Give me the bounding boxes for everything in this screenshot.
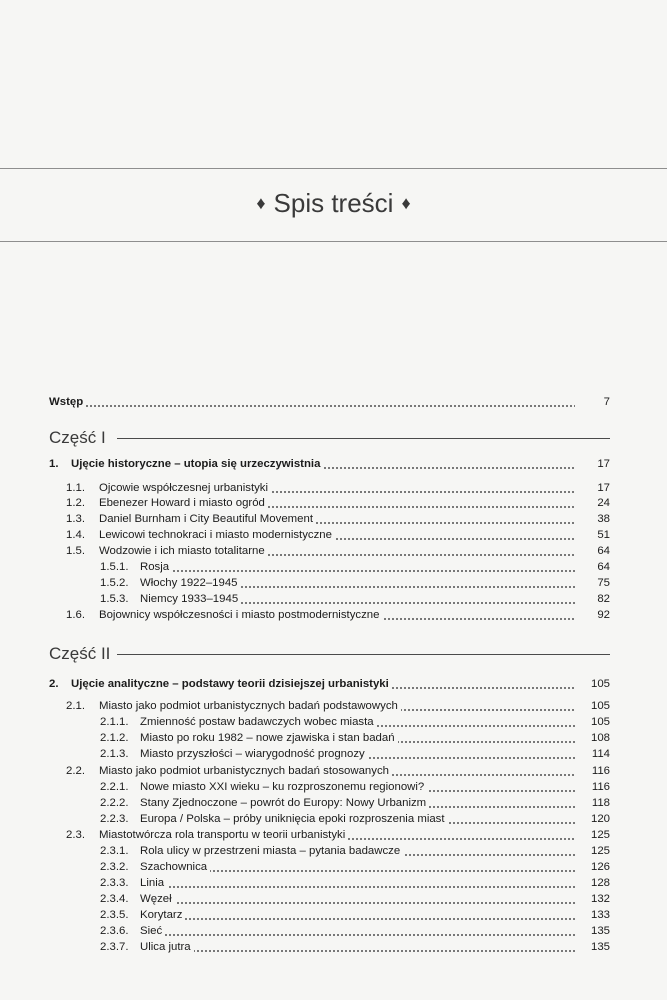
part-heading-1: Część I: [49, 428, 106, 447]
toc-entry-number: 2.3.7.: [100, 941, 129, 953]
toc-entry-title: Miasto przyszłości – wiarygodność prognozy: [140, 745, 575, 763]
toc-entry-title: Miasto jako podmiot urbanistycznych badań podstawowych: [99, 697, 575, 715]
toc-entry-page: 135: [590, 941, 610, 953]
page-title: [0, 185, 667, 221]
toc-entry-number: 2.1.3.: [100, 748, 129, 760]
toc-entry-title: Szachownica: [140, 858, 575, 876]
toc-entry-number: 1.: [49, 458, 59, 470]
toc-entry-page: 126: [590, 861, 610, 873]
toc-entry-page: 82: [597, 593, 610, 605]
toc-entry-page: 135: [590, 925, 610, 937]
toc-entry-title: Europa / Polska – próby uniknięcia epoki rozproszenia miast: [140, 810, 575, 828]
toc-entry-number: 2.: [49, 678, 59, 690]
toc-entry-title: Nowe miasto XXI wieku – ku rozproszonemu regionowi?: [140, 778, 575, 796]
toc-entry-title: Niemcy 1933–1945: [140, 590, 575, 608]
toc-entry-page: 132: [590, 893, 610, 905]
toc-entry-page: 128: [590, 877, 610, 889]
toc-entry-number: 2.3.3.: [100, 877, 129, 889]
toc-entry-title: Miasto jako podmiot urbanistycznych badań stosowanych: [99, 762, 575, 780]
toc-entry-number: 2.3.5.: [100, 909, 129, 921]
toc-entry: [0, 745, 667, 763]
toc-entry-title: Węzeł: [140, 890, 575, 908]
toc-entry-number: 2.2.2.: [100, 797, 129, 809]
toc-entry-title: Sieć: [140, 922, 575, 940]
toc-intro: [49, 393, 610, 411]
toc-entry-page: 64: [597, 545, 610, 557]
toc-entry-page: 51: [597, 529, 610, 541]
toc-entry-page: 75: [597, 577, 610, 589]
toc-entry-number: 2.3.6.: [100, 925, 129, 937]
toc-entry-number: 1.5.2.: [100, 577, 129, 589]
toc-entry: [0, 938, 667, 956]
toc-entry: [0, 455, 667, 473]
toc-entry-number: 2.2.1.: [100, 781, 129, 793]
toc-entry-title: Wodzowie i ich miasto totalitarne: [99, 542, 575, 560]
toc-entry-number: 1.5.: [66, 545, 85, 557]
toc-intro-label: Wstęp: [49, 393, 575, 411]
toc-entry-title: Lewicowi technokraci i miasto modernistyczne: [99, 526, 575, 544]
toc-entry-page: 116: [591, 781, 610, 793]
toc-entry-number: 2.1.1.: [100, 716, 129, 728]
toc-entry-title: Ujęcie analityczne – podstawy teorii dzisiejszej urbanistyki: [71, 675, 575, 693]
toc-entry-number: 1.1.: [66, 482, 85, 494]
toc-entry-page: 92: [597, 609, 610, 621]
title-text: Spis treści: [273, 188, 394, 218]
toc-entry-title: Włochy 1922–1945: [140, 574, 575, 592]
toc-entry-page: 125: [590, 845, 610, 857]
part-rule-1: [117, 438, 610, 439]
toc-entry-page: 17: [597, 458, 610, 470]
toc-entry-page: 64: [597, 561, 610, 573]
toc-entry-page: 38: [597, 513, 610, 525]
toc-entry-number: 1.5.1.: [100, 561, 129, 573]
toc-entry-number: 1.2.: [66, 497, 85, 509]
toc-entry-page: 108: [590, 732, 610, 744]
toc-entry-title: Linia: [140, 874, 575, 892]
toc-entry-page: 133: [590, 909, 610, 921]
bottom-rule: [0, 241, 667, 242]
toc-entry-number: 2.3.4.: [100, 893, 129, 905]
part-rule-2: [117, 654, 610, 655]
toc-entry-number: 2.3.2.: [100, 861, 129, 873]
toc-entry: [0, 675, 667, 693]
toc-entry-page: 120: [590, 813, 610, 825]
toc-entry-title: Rola ulicy w przestrzeni miasta – pytania badawcze: [140, 842, 575, 860]
toc-entry-number: 2.2.3.: [100, 813, 129, 825]
toc-entry-number: 2.2.: [66, 765, 85, 777]
toc-entry-title: Ebenezer Howard i miasto ogród: [99, 494, 575, 512]
toc-entry-number: 2.1.: [66, 700, 85, 712]
toc-entry-title: Rosja: [140, 558, 575, 576]
toc-entry-title: Korytarz: [140, 906, 575, 924]
part-heading-2: Część II: [49, 644, 111, 663]
toc-entry-number: 1.6.: [66, 609, 85, 621]
diamond-right-icon: ♦: [401, 193, 411, 213]
toc-entry-page: 105: [590, 678, 610, 690]
toc-entry-page: 125: [590, 829, 610, 841]
toc-entry-number: 1.3.: [66, 513, 85, 525]
toc-entry-title: Daniel Burnham i City Beautiful Movement: [99, 510, 575, 528]
toc-entry-page: 116: [591, 765, 610, 777]
toc-entry-page: 17: [597, 482, 610, 494]
diamond-left-icon: ♦: [256, 193, 266, 213]
toc-entry-title: Ojcowie współczesnej urbanistyki: [99, 479, 575, 497]
toc-entry-title: Miasto po roku 1982 – nowe zjawiska i stan badań: [140, 729, 575, 747]
toc-intro-page: 7: [603, 396, 610, 408]
toc-entry-title: Stany Zjednoczone – powrót do Europy: Nowy Urbanizm: [140, 794, 575, 812]
toc-entry-page: 105: [590, 716, 610, 728]
toc-entry-number: 1.4.: [66, 529, 85, 541]
toc-entry-page: 24: [597, 497, 610, 509]
toc-entry-page: 114: [591, 748, 610, 760]
toc-entry-page: 118: [591, 797, 610, 809]
toc-entry-number: 1.5.3.: [100, 593, 129, 605]
toc-entry-number: 2.1.2.: [100, 732, 129, 744]
toc-entry-title: Ujęcie historyczne – utopia się urzeczywistnia: [71, 455, 575, 473]
toc-entry-title: Miastotwórcza rola transportu w teorii urbanistyki: [99, 826, 575, 844]
toc-entry-number: 2.3.: [66, 829, 85, 841]
toc-entry-title: Ulica jutra: [140, 938, 575, 956]
toc-entry: [0, 606, 667, 624]
toc-entry-title: Bojownicy współczesności i miasto postmodernistyczne: [99, 606, 575, 624]
toc-entry-title: Zmienność postaw badawczych wobec miasta: [140, 713, 575, 731]
top-rule: [0, 168, 667, 169]
toc-entry-page: 105: [590, 700, 610, 712]
toc-entry-number: 2.3.1.: [100, 845, 129, 857]
